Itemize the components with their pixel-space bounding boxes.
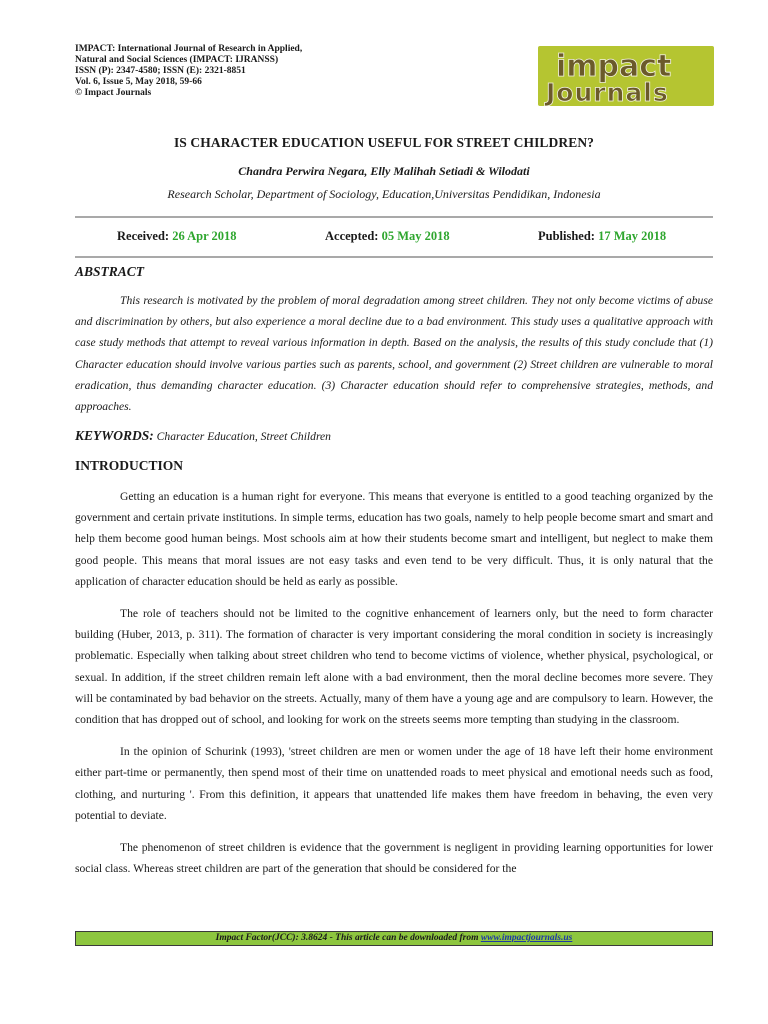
journal-name-line2: Natural and Social Sciences (IMPACT: IJRANSS) [75,55,279,65]
journal-name-line1: IMPACT: International Journal of Research in Applied, [75,44,303,54]
published-value: 17 May 2018 [598,229,667,243]
received-value: 26 Apr 2018 [172,229,237,243]
accepted-label: Accepted: [325,229,382,243]
keywords [75,428,331,444]
impact-journals-logo [538,46,714,106]
logo-word-journals: Journals [546,78,669,106]
journal-volume: Vol. 6, Issue 5, May 2018, 59-66 [75,77,202,87]
keywords-label: KEYWORDS: [75,428,154,443]
footer-website-link[interactable]: www.impactjournals.us [480,933,573,943]
journal-issn: ISSN (P): 2347-4580; ISSN (E): 2321-8851 [75,66,246,76]
introduction-heading: INTRODUCTION [75,458,184,473]
received-label: Received: [117,229,173,243]
abstract-text: This research is motivated by the problem of moral degradation among street children. They not only become victims of abuse and discrimination by others, but also experience a moral decline due to a bad environment. This study uses a qualitative approach with case study methods that attempt to reveal various information in depth. Based on the analysis, the results of this study conclude that (1) Character education should involve various parties such as parents, school, and government (2) Street children are vulnerable to moral eradication, thus demanding character education. (3) Character education should refer to comprehensive strategies, methods, and approaches. [75,294,713,414]
introduction-paragraph-2: The role of teachers should not be limited to the cognitive enhancement of learners only, but the need to form character building (Huber, 2013, p. 311). The formation of character is very important considering the moral condition in society is increasingly problematic. Especially when talking about street children who tend to become victims of violence, whether physical, psychological, or sexual. In addition, if the street children remain left alone with a bad environment, then the moral decline becomes more severe. They will be contaminated by bad behavior on the streets. Actually, many of them have a young age and are compulsory to learn. However, the condition that has dropped out of school, and looking for work on the streets seems more tempting than studying in the classroom. [75,607,713,727]
received-date [117,229,237,244]
introduction-body [75,486,713,890]
accepted-value: 05 May 2018 [381,229,450,243]
paper-title: IS CHARACTER EDUCATION USEFUL FOR STREET CHILDREN? [173,135,595,150]
header-divider-top [75,216,713,218]
journal-copyright: © Impact Journals [75,88,152,98]
published-label: Published: [538,229,599,243]
introduction-paragraph-1: Getting an education is a human right for everyone. This means that everyone is entitled to a good teaching organized by the government and certain private institutions. In simple terms, education has two goals, namely to help people become smart and smart and help them become good human beings. Most schools aim at how their students become smart and intelligent, but neglect to make them good people. This means that moral issues are not easy tasks and even tend to be very difficult. Thus, it is only natural that the application of character education should be held as early as possible. [75,490,713,588]
published-date [538,229,666,244]
journal-info [75,44,302,99]
accepted-date [325,229,450,244]
header-divider-bottom [75,256,713,258]
keywords-text: Character Education, Street Children [153,430,331,443]
abstract-heading: ABSTRACT [75,264,145,279]
paper-authors: Chandra Perwira Negara, Elly Malihah Setiadi & Wilodati [238,164,530,178]
introduction-paragraph-3: In the opinion of Schurink (1993), 'street children are men or women under the age of 18 have left their home environment either part-time or permanently, then spend most of their time on unattended roads to meet physical and emotional needs such as food, clothing, and nurturing '. From this definition, it appears that unattended life makes them have freedom in behaving, the even very potential to deviate. [75,745,713,822]
introduction-paragraph-4: The phenomenon of street children is evidence that the government is negligent in providing learning opportunities for lower social class. Whereas street children are part of the generation that should be considered for the [75,841,713,876]
logo-word-impact: impact [556,49,672,84]
footer-text: Impact Factor(JCC): 3.8624 - This article can be downloaded from [215,933,481,943]
footer-impact-factor [75,931,713,946]
author-affiliation: Research Scholar, Department of Sociology, Education,Universitas Pendidikan, Indonesia [167,187,601,201]
